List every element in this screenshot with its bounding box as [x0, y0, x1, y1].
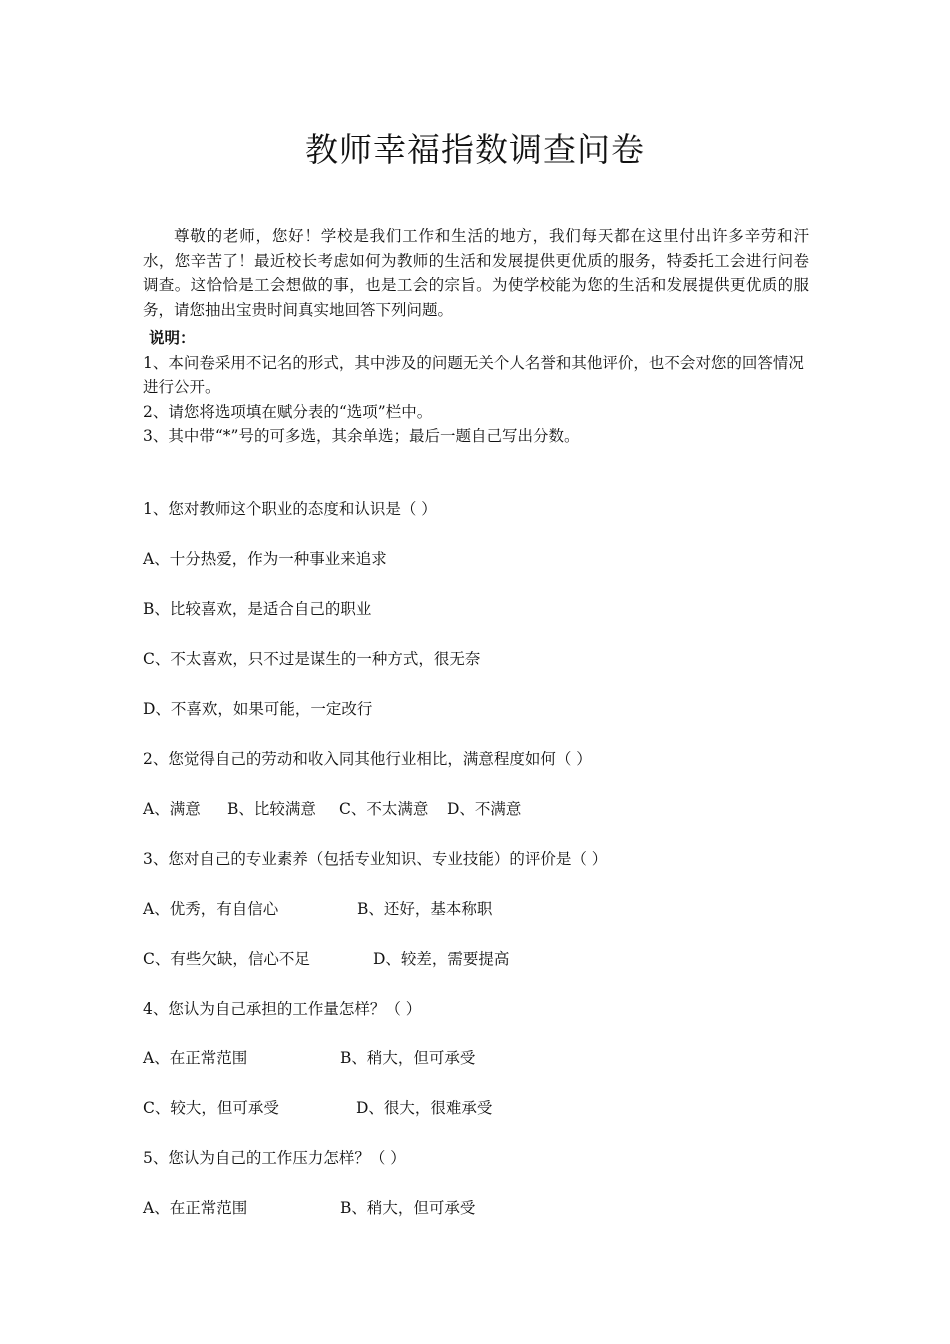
instruction-item: 2、请您将选项填在赋分表的“选项”栏中。 [143, 402, 433, 421]
q1-option-b: B、比较喜欢，是适合自己的职业 [143, 600, 372, 618]
question-1: 1、您对教师这个职业的态度和认识是（ ） [143, 500, 437, 518]
q4-option-b: B、稍大，但可承受 [340, 1049, 476, 1067]
q4-option-a: A、在正常范围 [143, 1049, 248, 1067]
q1-option-a: A、十分热爱，作为一种事业来追求 [143, 550, 387, 568]
q4-option-c: C、较大，但可承受 [143, 1099, 279, 1117]
question-2: 2、您觉得自己的劳动和收入同其他行业相比，满意程度如何（ ） [143, 750, 592, 768]
q5-option-a: A、在正常范围 [143, 1199, 248, 1217]
q3-options-row-2 [143, 948, 509, 970]
instructions-section [143, 326, 809, 449]
instruction-item: 1、本问卷采用不记名的形式，其中涉及的问题无关个人名誉和其他评价，也不会对您的回答情况进行公开。 [143, 353, 804, 396]
q3-option-b: B、还好，基本称职 [357, 900, 493, 918]
q4-options-row-2 [143, 1097, 492, 1119]
instructions-heading: 说明： [149, 328, 196, 347]
q2-option-d: D、不满意 [447, 800, 522, 818]
q2-option-a: A、满意 [143, 800, 201, 818]
q4-option-d: D、很大，很难承受 [356, 1099, 493, 1117]
q1-option-d: D、不喜欢，如果可能，一定改行 [143, 700, 373, 718]
q2-option-c: C、不太满意 [339, 800, 429, 818]
question-4: 4、您认为自己承担的工作量怎样？（ ） [143, 1000, 422, 1018]
q3-option-d: D、较差，需要提高 [373, 950, 510, 968]
q3-option-c: C、有些欠缺，信心不足 [143, 950, 310, 968]
q2-options-row [143, 798, 521, 820]
q3-option-a: A、优秀，有自信心 [143, 900, 279, 918]
question-5: 5、您认为自己的工作压力怎样？（ ） [143, 1149, 406, 1167]
page-title: 教师幸福指数调查问卷 [305, 130, 645, 169]
q1-option-c: C、不太喜欢，只不过是谋生的一种方式，很无奈 [143, 650, 481, 668]
q4-options-row-1 [143, 1047, 475, 1069]
q2-option-b: B、比较满意 [227, 800, 316, 818]
question-3: 3、您对自己的专业素养（包括专业知识、专业技能）的评价是（ ） [143, 850, 608, 868]
instruction-item: 3、其中带“*”号的可多选，其余单选；最后一题自己写出分数。 [143, 427, 580, 445]
q3-options-row-1 [143, 898, 492, 920]
q5-options-row-1 [143, 1197, 475, 1219]
intro-paragraph: 尊敬的老师，您好！学校是我们工作和生活的地方，我们每天都在这里付出许多辛劳和汗水，您辛苦了！最近校长考虑如何为教师的生活和发展提供更优质的服务，特委托工会进行问卷调查。这恰恰是工会想做的事，也是工会的宗旨。为使学校能为您的生活和发展提供更优质的服务，请您抽出宝贵时间真实地回答下列问题。 [143, 227, 809, 319]
q5-option-b: B、稍大，但可承受 [340, 1199, 476, 1217]
